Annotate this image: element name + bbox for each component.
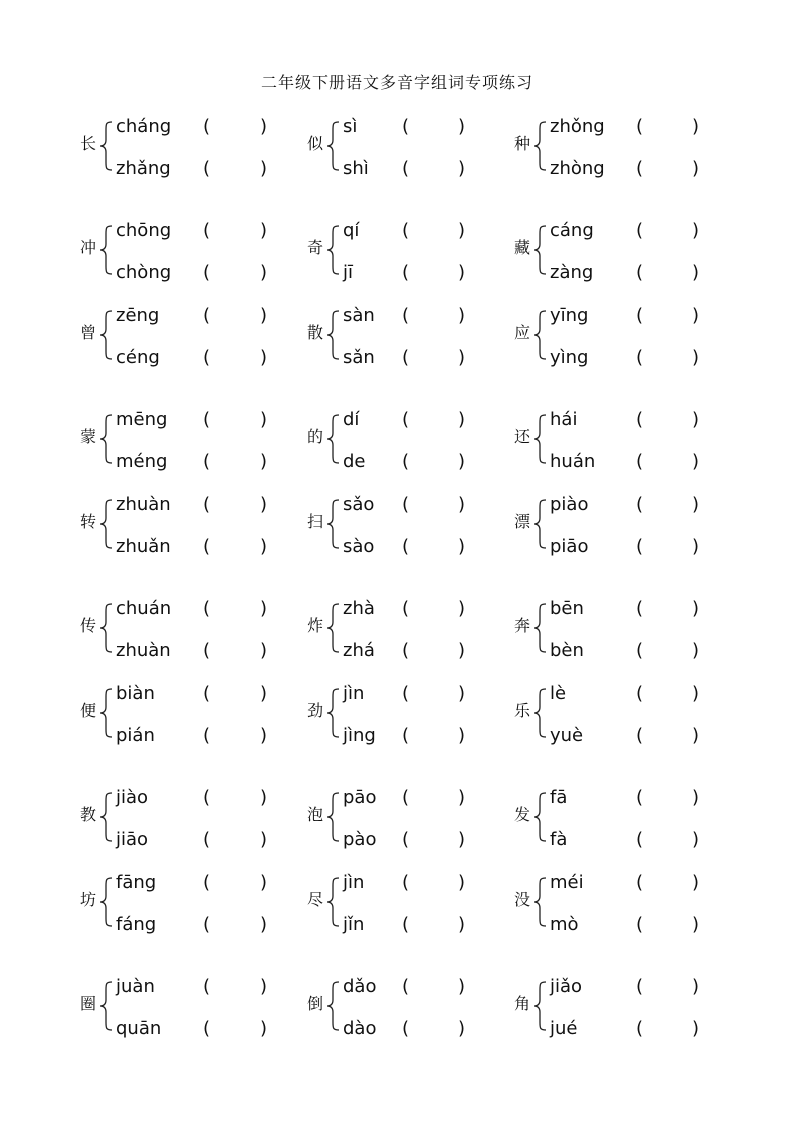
pinyin-reading: mēng (116, 409, 168, 430)
answer-paren-close: ) (260, 787, 268, 808)
pinyin-reading: chòng (116, 262, 172, 283)
pinyin-reading: méng (116, 451, 168, 472)
answer-paren-close: ) (458, 305, 466, 326)
pinyin-reading: cáng (550, 220, 594, 241)
brace-icon (325, 120, 341, 172)
answer-paren-open: ( (636, 976, 644, 997)
pinyin-reading: zhǎng (116, 158, 171, 179)
hanzi-character: 奔 (513, 616, 530, 635)
answer-paren-open: ( (402, 158, 410, 179)
pinyin-reading: sǎn (343, 347, 375, 368)
brace-icon (98, 791, 114, 843)
pinyin-reading: zhòng (550, 158, 605, 179)
pinyin-reading: yìng (550, 347, 589, 368)
answer-paren-close: ) (458, 725, 466, 746)
pinyin-reading: zhuǎn (116, 536, 171, 557)
answer-paren-close: ) (458, 116, 466, 137)
polyphone-entry (78, 872, 308, 935)
pinyin-reading: fāng (116, 872, 157, 893)
brace-icon (98, 224, 114, 276)
answer-paren-open: ( (636, 787, 644, 808)
answer-paren-close: ) (260, 451, 268, 472)
answer-paren-open: ( (402, 347, 410, 368)
answer-paren-open: ( (636, 536, 644, 557)
pinyin-reading: sàn (343, 305, 375, 326)
hanzi-character: 蒙 (79, 427, 96, 446)
pinyin-reading: zēng (116, 305, 160, 326)
answer-paren-open: ( (203, 683, 211, 704)
pinyin-reading: huán (550, 451, 596, 472)
hanzi-character: 种 (513, 134, 530, 153)
polyphone-entry (305, 494, 535, 557)
answer-paren-open: ( (636, 116, 644, 137)
answer-paren-open: ( (402, 262, 410, 283)
answer-paren-close: ) (260, 536, 268, 557)
answer-paren-close: ) (260, 683, 268, 704)
pinyin-reading: bèn (550, 640, 584, 661)
brace-icon (532, 224, 548, 276)
answer-paren-close: ) (260, 494, 268, 515)
hanzi-character: 还 (513, 427, 530, 446)
answer-paren-open: ( (203, 409, 211, 430)
polyphone-entry (305, 683, 535, 746)
pinyin-reading: dào (343, 1018, 377, 1039)
answer-paren-open: ( (636, 220, 644, 241)
pinyin-reading: zhǒng (550, 116, 605, 137)
answer-paren-open: ( (402, 829, 410, 850)
pinyin-reading: zhá (343, 640, 375, 661)
hanzi-character: 教 (79, 805, 96, 824)
answer-paren-open: ( (203, 536, 211, 557)
answer-paren-close: ) (260, 725, 268, 746)
answer-paren-close: ) (692, 829, 700, 850)
brace-icon (325, 791, 341, 843)
answer-paren-close: ) (458, 409, 466, 430)
pinyin-reading: juàn (116, 976, 155, 997)
pinyin-reading: jìn (343, 683, 365, 704)
polyphone-entry (512, 872, 742, 935)
brace-icon (532, 791, 548, 843)
answer-paren-open: ( (402, 683, 410, 704)
pinyin-reading: biàn (116, 683, 155, 704)
brace-icon (325, 980, 341, 1032)
polyphone-entry (512, 409, 742, 472)
pinyin-reading: piào (550, 494, 589, 515)
polyphone-entry (512, 494, 742, 557)
answer-paren-close: ) (692, 409, 700, 430)
hanzi-character: 没 (513, 890, 530, 909)
answer-paren-close: ) (458, 536, 466, 557)
answer-paren-open: ( (203, 262, 211, 283)
pinyin-reading: fā (550, 787, 568, 808)
answer-paren-close: ) (260, 1018, 268, 1039)
hanzi-character: 炸 (306, 616, 323, 635)
hanzi-character: 转 (79, 512, 96, 531)
brace-icon (325, 602, 341, 654)
hanzi-character: 泡 (306, 805, 323, 824)
answer-paren-open: ( (402, 872, 410, 893)
answer-paren-close: ) (458, 914, 466, 935)
brace-icon (532, 498, 548, 550)
polyphone-entry (78, 787, 308, 850)
brace-icon (532, 309, 548, 361)
answer-paren-close: ) (458, 976, 466, 997)
pinyin-reading: dí (343, 409, 360, 430)
brace-icon (98, 687, 114, 739)
answer-paren-close: ) (458, 683, 466, 704)
brace-icon (98, 876, 114, 928)
answer-paren-open: ( (636, 347, 644, 368)
polyphone-entry (305, 409, 535, 472)
hanzi-character: 倒 (306, 994, 323, 1013)
polyphone-entry (512, 976, 742, 1039)
answer-paren-close: ) (260, 220, 268, 241)
pinyin-reading: bēn (550, 598, 584, 619)
brace-icon (325, 224, 341, 276)
answer-paren-close: ) (458, 1018, 466, 1039)
hanzi-character: 乐 (513, 701, 530, 720)
answer-paren-close: ) (692, 305, 700, 326)
answer-paren-close: ) (692, 536, 700, 557)
answer-paren-open: ( (402, 1018, 410, 1039)
answer-paren-close: ) (260, 409, 268, 430)
answer-paren-close: ) (260, 976, 268, 997)
brace-icon (325, 309, 341, 361)
answer-paren-close: ) (260, 116, 268, 137)
answer-paren-open: ( (636, 158, 644, 179)
answer-paren-close: ) (458, 158, 466, 179)
polyphone-entry (305, 787, 535, 850)
pinyin-reading: pián (116, 725, 155, 746)
answer-paren-open: ( (203, 1018, 211, 1039)
answer-paren-close: ) (692, 494, 700, 515)
answer-paren-open: ( (203, 305, 211, 326)
pinyin-reading: dǎo (343, 976, 377, 997)
pinyin-reading: piāo (550, 536, 589, 557)
polyphone-entry (512, 116, 742, 179)
hanzi-character: 散 (306, 323, 323, 342)
answer-paren-close: ) (260, 872, 268, 893)
pinyin-reading: pào (343, 829, 377, 850)
pinyin-reading: jìng (343, 725, 376, 746)
brace-icon (98, 413, 114, 465)
brace-icon (325, 413, 341, 465)
hanzi-character: 藏 (513, 238, 530, 257)
brace-icon (98, 498, 114, 550)
answer-paren-close: ) (692, 262, 700, 283)
answer-paren-open: ( (636, 494, 644, 515)
answer-paren-close: ) (692, 451, 700, 472)
hanzi-character: 的 (306, 427, 323, 446)
answer-paren-close: ) (692, 872, 700, 893)
answer-paren-close: ) (260, 829, 268, 850)
brace-icon (98, 309, 114, 361)
answer-paren-open: ( (402, 116, 410, 137)
pinyin-reading: quān (116, 1018, 162, 1039)
answer-paren-open: ( (636, 598, 644, 619)
answer-paren-close: ) (458, 829, 466, 850)
answer-paren-close: ) (260, 598, 268, 619)
polyphone-entry (512, 787, 742, 850)
hanzi-character: 奇 (306, 238, 323, 257)
answer-paren-close: ) (458, 598, 466, 619)
answer-paren-open: ( (636, 872, 644, 893)
pinyin-reading: méi (550, 872, 584, 893)
pinyin-reading: zàng (550, 262, 594, 283)
polyphone-entry (305, 220, 535, 283)
answer-paren-open: ( (203, 158, 211, 179)
answer-paren-open: ( (636, 262, 644, 283)
hanzi-character: 发 (513, 805, 530, 824)
pinyin-reading: yīng (550, 305, 589, 326)
answer-paren-close: ) (692, 914, 700, 935)
brace-icon (532, 876, 548, 928)
answer-paren-open: ( (402, 640, 410, 661)
pinyin-reading: sào (343, 536, 375, 557)
polyphone-entry (305, 872, 535, 935)
answer-paren-open: ( (402, 787, 410, 808)
hanzi-character: 角 (513, 994, 530, 1013)
answer-paren-close: ) (260, 262, 268, 283)
answer-paren-close: ) (458, 640, 466, 661)
hanzi-character: 扫 (306, 512, 323, 531)
answer-paren-open: ( (203, 220, 211, 241)
hanzi-character: 尽 (306, 890, 323, 909)
answer-paren-open: ( (636, 305, 644, 326)
polyphone-entry (78, 409, 308, 472)
pinyin-reading: jué (550, 1018, 578, 1039)
hanzi-character: 漂 (513, 512, 530, 531)
answer-paren-close: ) (692, 158, 700, 179)
polyphone-entry (512, 220, 742, 283)
answer-paren-open: ( (203, 829, 211, 850)
polyphone-entry (78, 494, 308, 557)
pinyin-reading: jiāo (116, 829, 149, 850)
answer-paren-close: ) (692, 725, 700, 746)
hanzi-character: 圈 (79, 994, 96, 1013)
brace-icon (532, 980, 548, 1032)
answer-paren-close: ) (260, 640, 268, 661)
answer-paren-open: ( (203, 451, 211, 472)
brace-icon (325, 876, 341, 928)
answer-paren-open: ( (203, 598, 211, 619)
pinyin-reading: chuán (116, 598, 172, 619)
hanzi-character: 长 (79, 134, 96, 153)
pinyin-reading: hái (550, 409, 578, 430)
polyphone-entry (78, 976, 308, 1039)
answer-paren-open: ( (636, 409, 644, 430)
answer-paren-close: ) (692, 347, 700, 368)
answer-paren-open: ( (402, 914, 410, 935)
answer-paren-close: ) (692, 976, 700, 997)
pinyin-reading: céng (116, 347, 160, 368)
answer-paren-open: ( (203, 787, 211, 808)
pinyin-reading: jǐn (343, 914, 365, 935)
polyphone-entry (512, 683, 742, 746)
pinyin-reading: pāo (343, 787, 377, 808)
answer-paren-open: ( (402, 598, 410, 619)
answer-paren-close: ) (692, 598, 700, 619)
polyphone-entry (78, 116, 308, 179)
hanzi-character: 似 (306, 134, 323, 153)
page-title: 二年级下册语文多音字组词专项练习 (260, 73, 533, 92)
answer-paren-close: ) (692, 640, 700, 661)
pinyin-reading: zhuàn (116, 494, 171, 515)
pinyin-reading: sǎo (343, 494, 375, 515)
brace-icon (532, 413, 548, 465)
brace-icon (98, 602, 114, 654)
answer-paren-open: ( (636, 451, 644, 472)
answer-paren-open: ( (203, 347, 211, 368)
polyphone-entry (305, 305, 535, 368)
answer-paren-close: ) (458, 262, 466, 283)
polyphone-entry (512, 305, 742, 368)
answer-paren-open: ( (402, 976, 410, 997)
answer-paren-close: ) (692, 787, 700, 808)
polyphone-entry (78, 683, 308, 746)
answer-paren-close: ) (458, 451, 466, 472)
pinyin-reading: chōng (116, 220, 172, 241)
pinyin-reading: jī (343, 262, 354, 283)
answer-paren-close: ) (692, 683, 700, 704)
pinyin-reading: jiǎo (550, 976, 583, 997)
answer-paren-open: ( (203, 914, 211, 935)
answer-paren-open: ( (203, 640, 211, 661)
answer-paren-close: ) (458, 347, 466, 368)
pinyin-reading: de (343, 451, 366, 472)
answer-paren-open: ( (203, 976, 211, 997)
brace-icon (98, 120, 114, 172)
answer-paren-open: ( (203, 725, 211, 746)
answer-paren-close: ) (692, 116, 700, 137)
pinyin-reading: zhà (343, 598, 375, 619)
polyphone-entry (78, 305, 308, 368)
brace-icon (532, 120, 548, 172)
answer-paren-open: ( (203, 116, 211, 137)
pinyin-reading: cháng (116, 116, 172, 137)
pinyin-reading: shì (343, 158, 369, 179)
brace-icon (532, 687, 548, 739)
pinyin-reading: lè (550, 683, 567, 704)
pinyin-reading: jiào (116, 787, 149, 808)
answer-paren-close: ) (458, 220, 466, 241)
hanzi-character: 应 (513, 323, 530, 342)
answer-paren-open: ( (203, 872, 211, 893)
answer-paren-close: ) (260, 347, 268, 368)
polyphone-entry (305, 976, 535, 1039)
hanzi-character: 劲 (306, 701, 323, 720)
answer-paren-close: ) (260, 158, 268, 179)
answer-paren-open: ( (402, 451, 410, 472)
answer-paren-open: ( (203, 494, 211, 515)
pinyin-reading: mò (550, 914, 579, 935)
answer-paren-close: ) (260, 914, 268, 935)
answer-paren-open: ( (636, 829, 644, 850)
answer-paren-open: ( (636, 683, 644, 704)
polyphone-entry (78, 598, 308, 661)
pinyin-reading: zhuàn (116, 640, 171, 661)
answer-paren-open: ( (402, 305, 410, 326)
answer-paren-open: ( (636, 640, 644, 661)
answer-paren-close: ) (692, 220, 700, 241)
brace-icon (325, 498, 341, 550)
polyphone-entry (305, 116, 535, 179)
answer-paren-open: ( (402, 725, 410, 746)
answer-paren-close: ) (458, 494, 466, 515)
hanzi-character: 便 (79, 701, 96, 720)
answer-paren-open: ( (636, 914, 644, 935)
pinyin-reading: fáng (116, 914, 157, 935)
answer-paren-open: ( (636, 1018, 644, 1039)
brace-icon (325, 687, 341, 739)
hanzi-character: 曾 (79, 323, 96, 342)
pinyin-reading: yuè (550, 725, 584, 746)
answer-paren-open: ( (402, 409, 410, 430)
hanzi-character: 传 (79, 616, 96, 635)
polyphone-entry (78, 220, 308, 283)
polyphone-entry (512, 598, 742, 661)
hanzi-character: 坊 (79, 890, 96, 909)
hanzi-character: 冲 (79, 238, 96, 257)
answer-paren-open: ( (402, 494, 410, 515)
pinyin-reading: fà (550, 829, 568, 850)
pinyin-reading: qí (343, 220, 360, 241)
answer-paren-open: ( (402, 536, 410, 557)
brace-icon (532, 602, 548, 654)
answer-paren-close: ) (458, 872, 466, 893)
answer-paren-close: ) (458, 787, 466, 808)
answer-paren-close: ) (692, 1018, 700, 1039)
pinyin-reading: sì (343, 116, 358, 137)
answer-paren-open: ( (402, 220, 410, 241)
answer-paren-close: ) (260, 305, 268, 326)
polyphone-entry (305, 598, 535, 661)
answer-paren-open: ( (636, 725, 644, 746)
brace-icon (98, 980, 114, 1032)
pinyin-reading: jìn (343, 872, 365, 893)
